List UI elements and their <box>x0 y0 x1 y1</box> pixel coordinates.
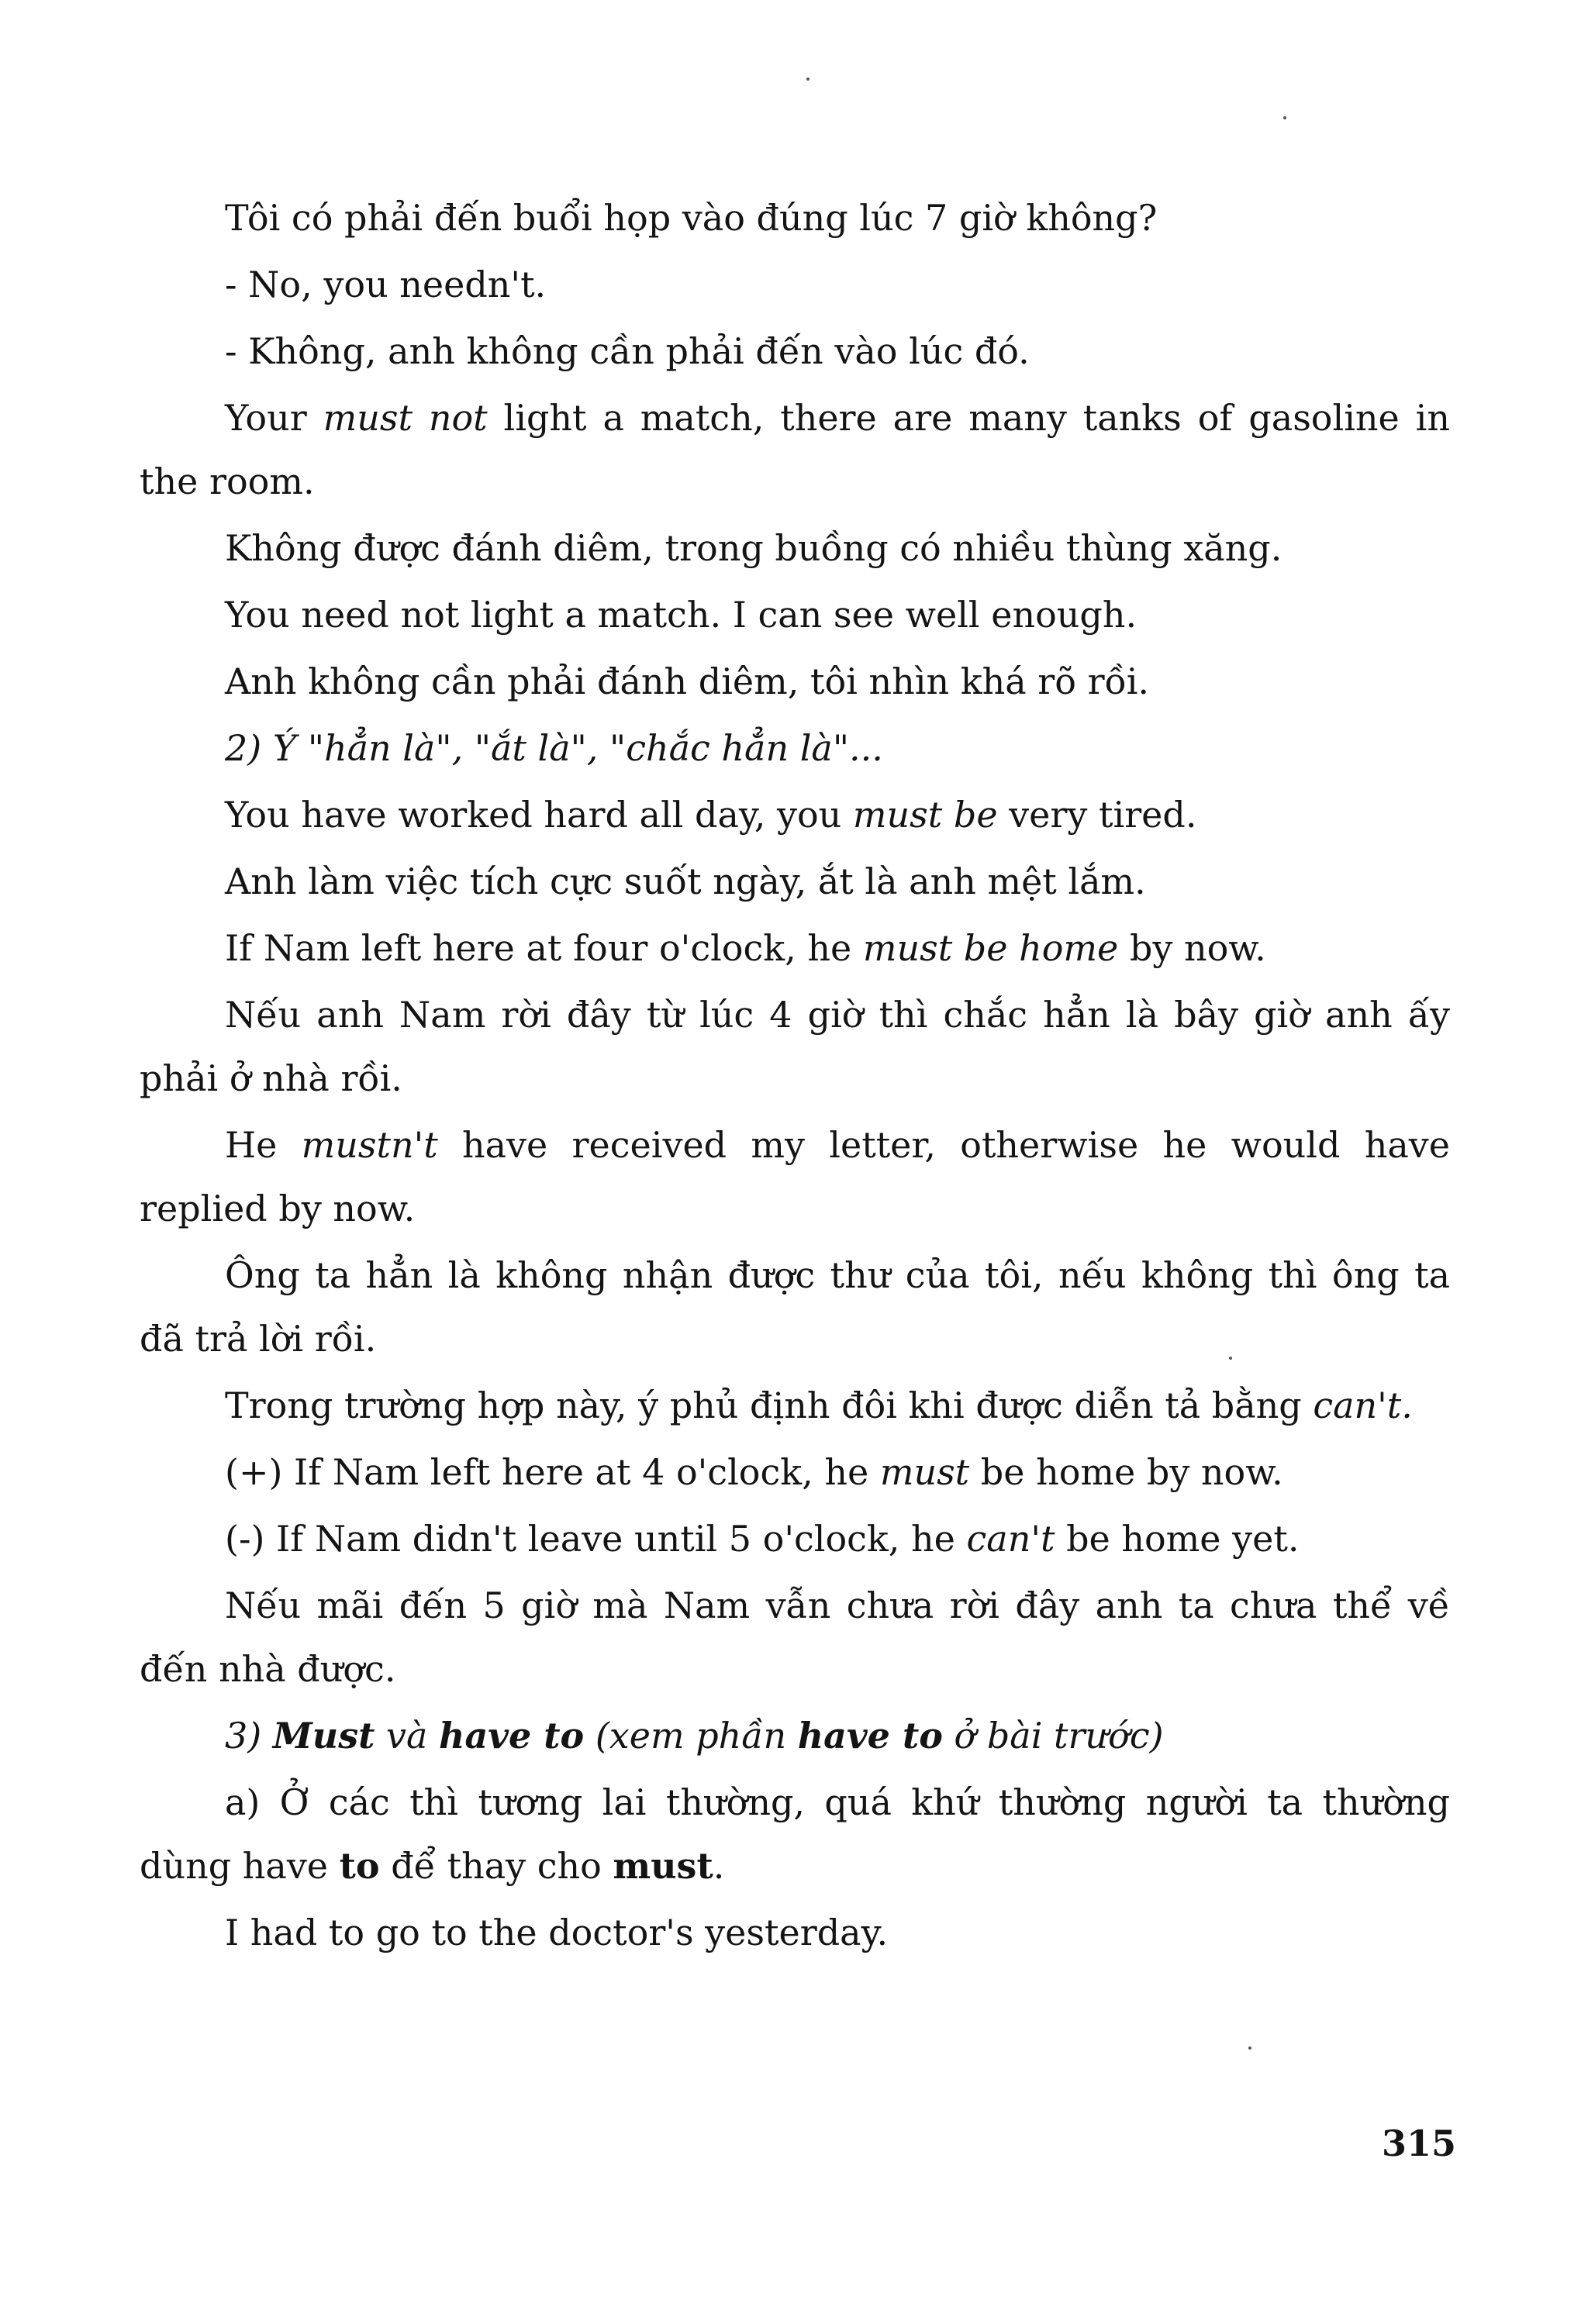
text-run: 2) Ý "hẳn là", "ắt là", "chắc hẳn là"... <box>225 727 883 769</box>
text-run: ở bài trước) <box>942 1715 1164 1757</box>
text-run: I had to go to the doctor's yesterday. <box>225 1912 889 1953</box>
paragraph <box>140 716 1450 780</box>
text-run: để thay cho <box>379 1845 613 1887</box>
paragraph <box>140 583 1450 647</box>
paragraph <box>140 1113 1450 1240</box>
text-run: Tôi có phải đến buổi họp vào đúng lúc 7 giờ không? <box>225 197 1158 239</box>
scan-speck <box>1283 116 1286 119</box>
paragraph <box>140 386 1450 513</box>
text-run: - Không, anh không cần phải đến vào lúc đó. <box>225 330 1030 372</box>
scan-speck <box>1248 2046 1251 2050</box>
text-run: (+) If Nam left here at 4 o'clock, he <box>225 1451 880 1493</box>
text-run: If Nam left here at four o'clock, he <box>225 927 863 969</box>
text-run: a) Ở các thì tương lai thường, quá khứ thường người ta thường dùng have <box>140 1781 1450 1887</box>
paragraph <box>140 1704 1450 1767</box>
text-run: Anh không cần phải đánh diêm, tôi nhìn khá rõ rồi. <box>225 660 1150 702</box>
text-run: have to <box>439 1715 585 1757</box>
text-run: must not <box>323 397 488 439</box>
text-run: have to <box>797 1715 943 1757</box>
text-run: Không được đánh diêm, trong buồng có nhiều thùng xăng. <box>225 527 1282 569</box>
text-run: 3) <box>225 1715 273 1757</box>
paragraph <box>140 1440 1450 1504</box>
paragraph <box>140 983 1450 1110</box>
text-run: can't <box>966 1518 1055 1560</box>
text-run: (xem phần <box>584 1715 798 1757</box>
scan-speck <box>806 78 810 81</box>
text-run: Must <box>272 1715 375 1757</box>
text-run: mustn't <box>301 1124 438 1166</box>
paragraph <box>140 916 1450 980</box>
text-run: must <box>613 1845 713 1887</box>
scan-speck <box>1229 1357 1232 1360</box>
paragraph <box>140 1901 1450 1964</box>
paragraph <box>140 253 1450 316</box>
text-run: be home yet. <box>1055 1518 1300 1560</box>
paragraph <box>140 1374 1450 1437</box>
paragraph <box>140 1243 1450 1371</box>
text-run: Nếu mãi đến 5 giờ mà Nam vẫn chưa rời đây anh ta chưa thể về đến nhà được. <box>140 1584 1450 1690</box>
paragraph <box>140 1507 1450 1571</box>
paragraph <box>140 783 1450 847</box>
body-text <box>140 186 1450 1967</box>
text-run: Anh làm việc tích cực suốt ngày, ắt là anh mệt lắm. <box>225 860 1146 902</box>
text-run: have received my letter, otherwise he would have replied by now. <box>140 1124 1450 1229</box>
text-run: You have worked hard all day, you <box>225 794 853 836</box>
text-run: Trong trường hợp này, ý phủ định đôi khi được diễn tả bằng <box>225 1384 1314 1426</box>
text-run: Your <box>225 397 323 439</box>
text-run: to <box>339 1845 380 1887</box>
paragraph <box>140 1574 1450 1701</box>
text-run: . <box>713 1845 725 1887</box>
text-run: must <box>879 1451 970 1493</box>
text-run: very tired. <box>997 794 1197 836</box>
text-run: be home by now. <box>969 1451 1283 1493</box>
paragraph <box>140 850 1450 913</box>
page-number: 315 <box>1381 2122 1456 2164</box>
paragraph <box>140 1771 1450 1898</box>
text-run: can't. <box>1313 1384 1413 1426</box>
text-run: must be <box>852 794 998 836</box>
text-run: light a match, there are many tanks of gasoline in the room. <box>140 397 1451 502</box>
text-run: và <box>375 1715 440 1757</box>
paragraph <box>140 516 1450 580</box>
paragraph <box>140 319 1450 383</box>
text-run: He <box>225 1124 302 1166</box>
paragraph <box>140 650 1450 713</box>
paragraph <box>140 186 1450 250</box>
text-run: - No, you needn't. <box>225 264 547 305</box>
text-run: must be home <box>862 927 1119 969</box>
text-run: Nếu anh Nam rời đây từ lúc 4 giờ thì chắc hẳn là bây giờ anh ấy phải ở nhà rồi. <box>140 994 1450 1099</box>
text-run: by now. <box>1118 927 1266 969</box>
text-run: (-) If Nam didn't leave until 5 o'clock, he <box>225 1518 967 1560</box>
text-run: Ông ta hẳn là không nhận được thư của tôi, nếu không thì ông ta đã trả lời rồi. <box>140 1254 1450 1360</box>
text-run: You need not light a match. I can see well enough. <box>225 594 1137 636</box>
